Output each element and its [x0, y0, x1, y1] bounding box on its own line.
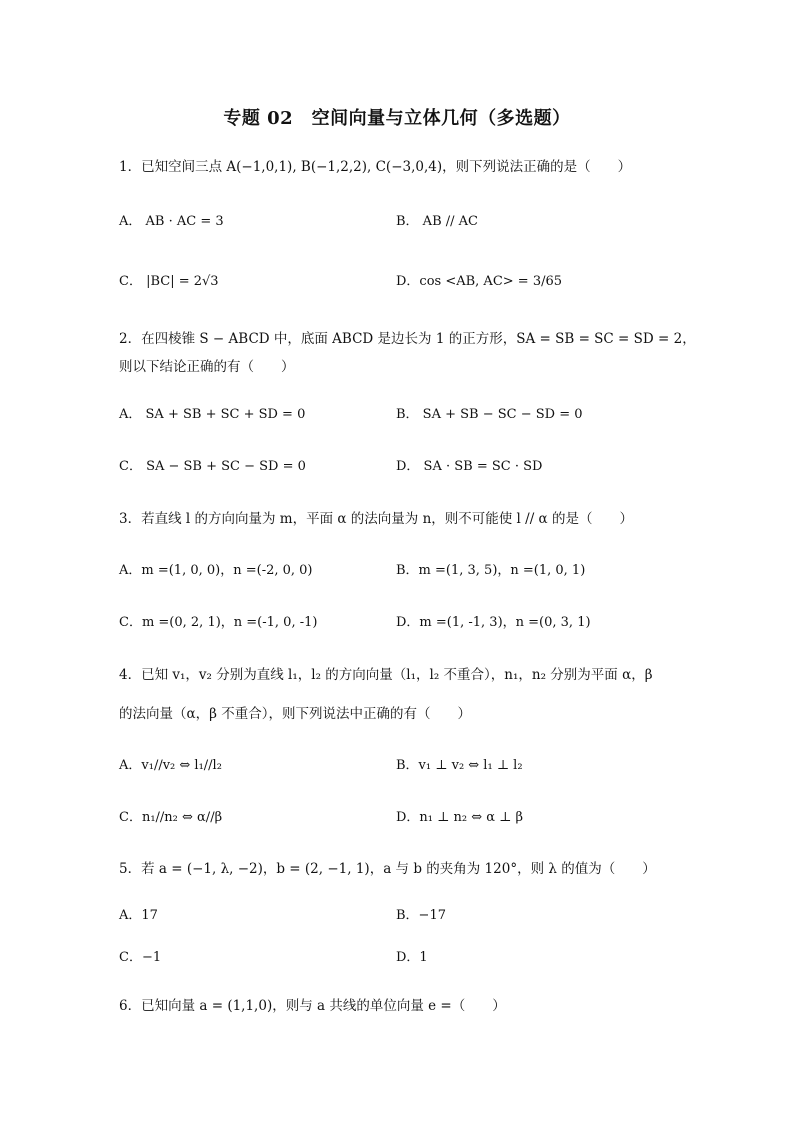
- question-5-option-c: C．−1: [119, 950, 162, 965]
- question-2-option-d: D． SA · SB = SC · SD: [396, 459, 543, 474]
- question-4-stem: 4．已知 v₁，v₂ 分别为直线 l₁，l₂ 的方向向量（l₁，l₂ 不重合），n₁，n₂ 分别为平面 α，β: [119, 667, 653, 683]
- question-4-option-b: B．v₁ ⊥ v₂ ⇔ l₁ ⊥ l₂: [396, 758, 523, 773]
- question-3-option-d: D．m =(1, -1, 3)，n =(0, 3, 1): [396, 615, 591, 630]
- question-1-option-b: B． AB // AC: [396, 214, 478, 229]
- question-4-option-d: D．n₁ ⊥ n₂ ⇔ α ⊥ β: [396, 810, 524, 825]
- question-2-stem-continued: 则以下结论正确的有（ ）: [119, 359, 295, 375]
- question-5-option-a: A．17: [119, 908, 158, 923]
- question-4-stem-continued: 的法向量（α，β 不重合），则下列说法中正确的有（ ）: [119, 706, 471, 722]
- question-1-stem: 1．已知空间三点 A(−1,0,1), B(−1,2,2), C(−3,0,4)，则下列说法正确的是（ ）: [119, 159, 632, 175]
- question-1-option-c: C． |BC| = 2√3: [119, 274, 219, 289]
- question-5-stem: 5．若 a = (−1, λ, −2)，b = (2, −1, 1)，a 与 b 的夹角为 120°，则 λ 的值为（ ）: [119, 861, 656, 877]
- question-1-option-a: A． AB · AC = 3: [119, 214, 224, 229]
- question-3-option-b: B．m =(1, 3, 5)，n =(1, 0, 1): [396, 563, 586, 578]
- question-2-option-a: A． SA + SB + SC + SD = 0: [119, 407, 306, 422]
- question-3-stem: 3．若直线 l 的方向向量为 m，平面 α 的法向量为 n，则不可能使 l // α 的是（ ）: [119, 511, 633, 527]
- question-1-option-d: D．cos <AB, AC> = 3/65: [396, 274, 563, 289]
- question-2-stem: 2．在四棱锥 S − ABCD 中，底面 ABCD 是边长为 1 的正方形，SA = SB = SC = SD = 2，: [119, 331, 696, 347]
- question-4-option-a: A．v₁//v₂ ⇔ l₁//l₂: [119, 758, 222, 773]
- question-2-option-c: C． SA − SB + SC − SD = 0: [119, 459, 306, 474]
- question-3-option-c: C．m =(0, 2, 1)，n =(-1, 0, -1): [119, 615, 318, 630]
- question-3-option-a: A．m =(1, 0, 0)，n =(-2, 0, 0): [119, 563, 313, 578]
- question-5-option-b: B．−17: [396, 908, 446, 923]
- question-2-option-b: B． SA + SB − SC − SD = 0: [396, 407, 583, 422]
- question-4-option-c: C．n₁//n₂ ⇔ α//β: [119, 810, 223, 825]
- page-title: 专题 02 空间向量与立体几何（多选题）: [223, 108, 571, 129]
- question-6-stem: 6．已知向量 a = (1,1,0)，则与 a 共线的单位向量 e =（ ）: [119, 998, 506, 1014]
- question-5-option-d: D．1: [396, 950, 428, 965]
